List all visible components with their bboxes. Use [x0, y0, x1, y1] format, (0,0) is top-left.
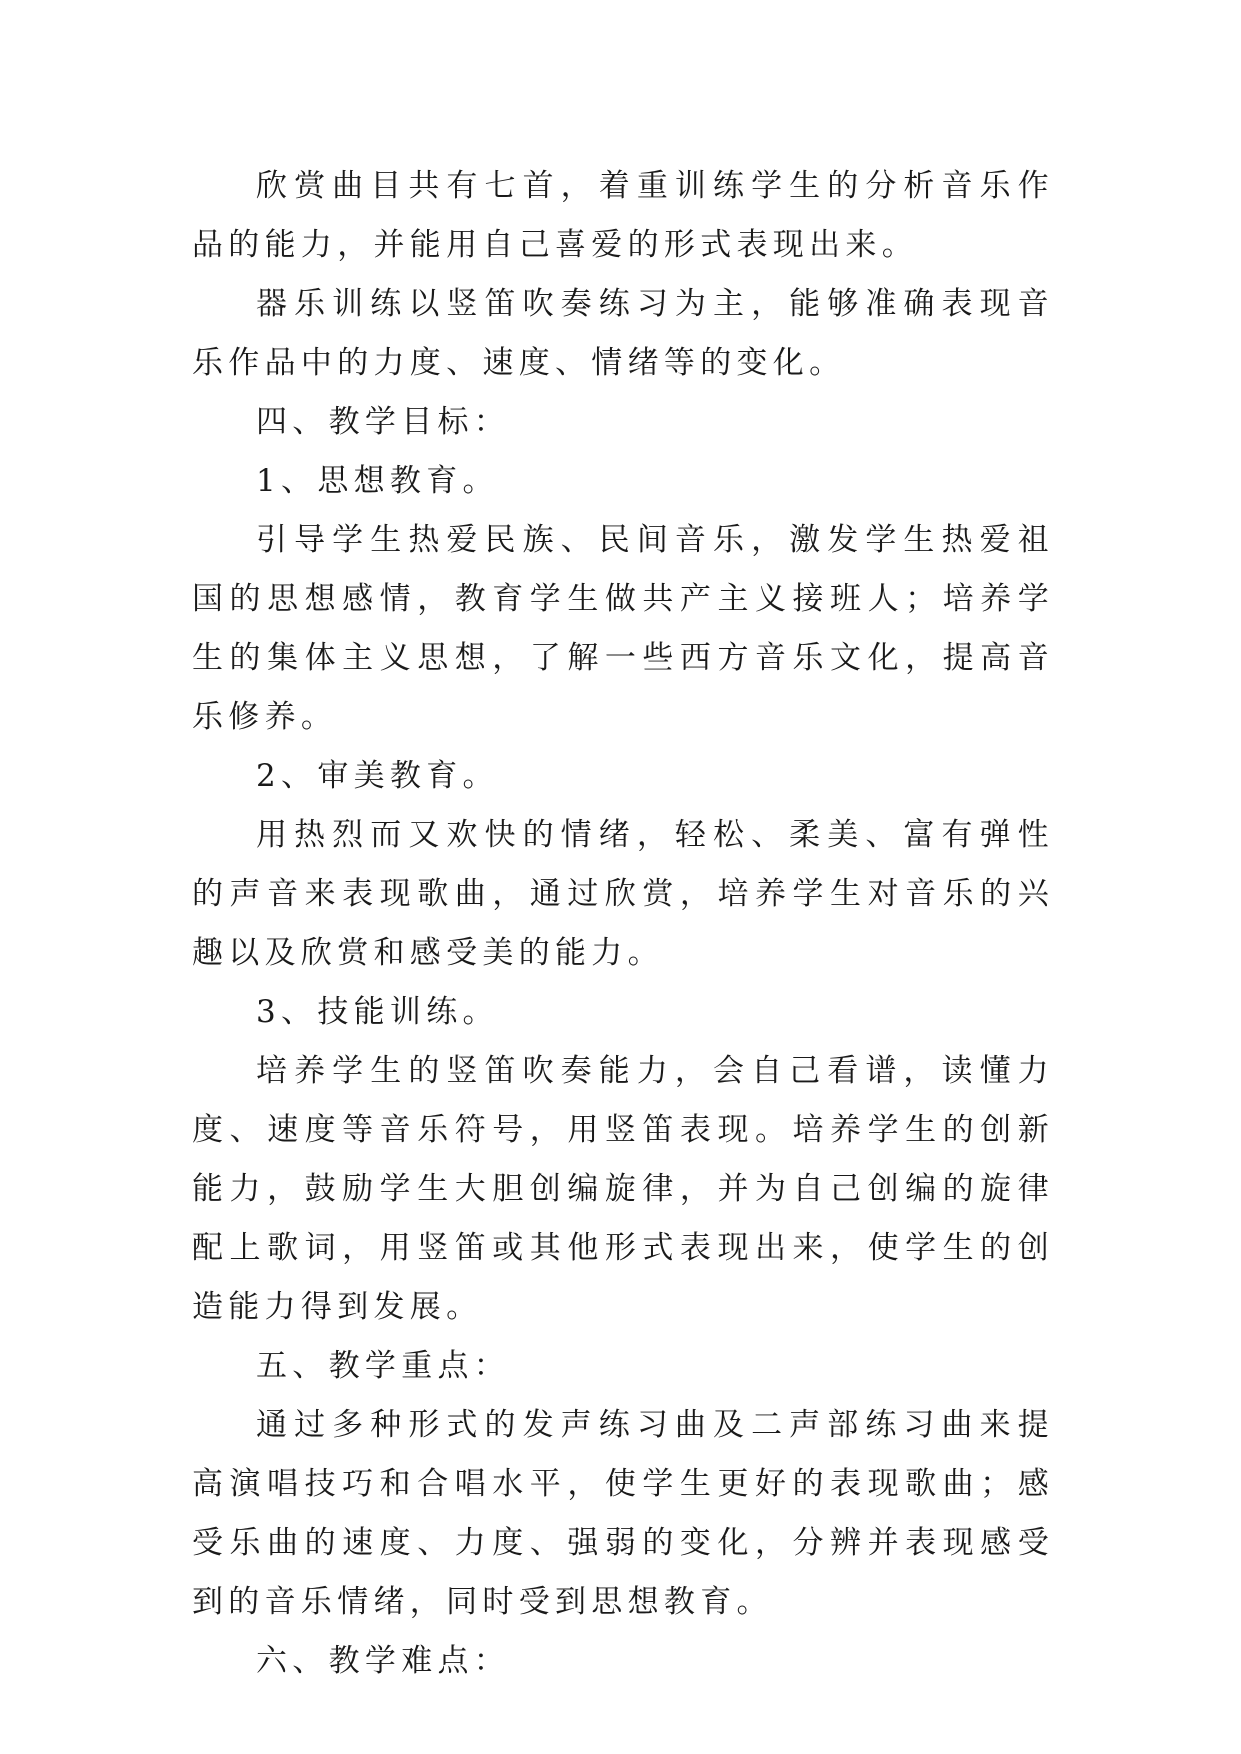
paragraph-instrument-training: 器乐训练以竖笛吹奏练习为主，能够准确表现音乐作品中的力度、速度、情绪等的变化。 [192, 286, 1054, 381]
paragraph-ideological-education: 引导学生热爱民族、民间音乐，激发学生热爱祖国的思想感情，教育学生做共产主义接班人；培养学生的集体主义思想，了解一些西方音乐文化，提高音乐修养。 [192, 522, 1054, 735]
paragraph-skill-training: 培养学生的竖笛吹奏能力，会自己看谱，读懂力度、速度等音乐符号，用竖笛表现。培养学生的创新能力，鼓励学生大胆创编旋律，并为自己创编的旋律配上歌词，用竖笛或其他形式表现出来，使学生的创造能力得到发展。 [192, 1053, 1054, 1325]
paragraph-aesthetic-education: 用热烈而又欢快的情绪，轻松、柔美、富有弹性的声音来表现歌曲，通过欣赏，培养学生对音乐的兴趣以及欣赏和感受美的能力。 [192, 817, 1054, 971]
subheading-ideological-education: 1、思想教育。 [256, 463, 499, 499]
subheading-aesthetic-education: 2、审美教育。 [256, 758, 499, 794]
paragraph-teaching-focus: 通过多种形式的发声练习曲及二声部练习曲来提高演唱技巧和合唱水平，使学生更好的表现歌曲；感受乐曲的速度、力度、强弱的变化，分辨并表现感受到的音乐情绪，同时受到思想教育。 [192, 1407, 1054, 1620]
subheading-skill-training: 3、技能训练。 [256, 994, 499, 1030]
heading-teaching-difficulty: 六、教学难点： [256, 1643, 511, 1679]
paragraph-appreciation: 欣赏曲目共有七首，着重训练学生的分析音乐作品的能力，并能用自己喜爱的形式表现出来。 [192, 168, 1054, 263]
heading-teaching-goals: 四、教学目标： [256, 404, 511, 440]
heading-teaching-focus: 五、教学重点： [256, 1348, 511, 1384]
document-page [192, 157, 1054, 1691]
